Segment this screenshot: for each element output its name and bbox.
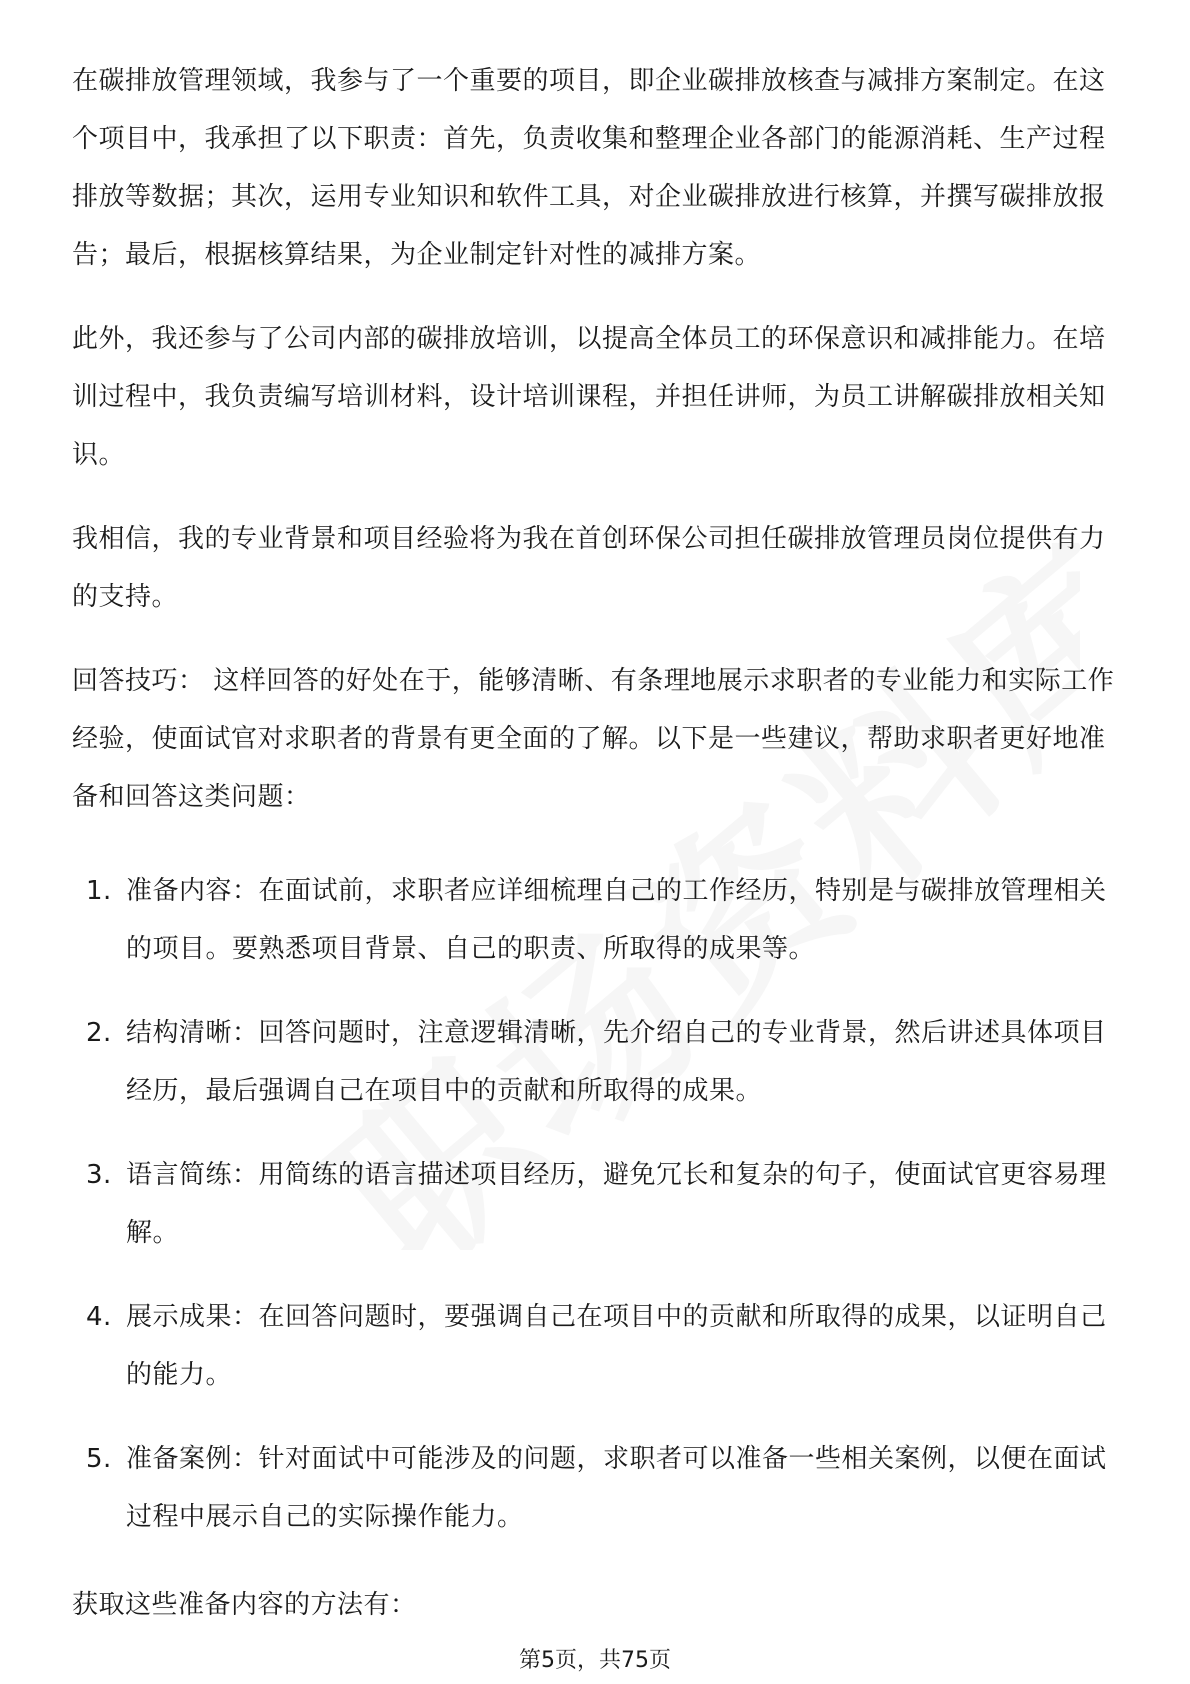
paragraph-project-experience: 在碳排放管理领域，我参与了一个重要的项目，即企业碳排放核查与减排方案制定。在这个项目中，我承担了以下职责：首先，负责收集和整理企业各部门的能源消耗、生产过程排放等数据；其次，运用专业知识和软件工具，对企业碳排放进行核算，并撰写碳排放报告；最后，根据核算结果，为企业制定针对性的减排方案。 (72, 66, 1106, 270)
list-number: 2. (86, 1018, 112, 1048)
list-number: 3. (86, 1160, 112, 1190)
list-text: 准备案例：针对面试中可能涉及的问题，求职者可以准备一些相关案例，以便在面试过程中展示自己的实际操作能力。 (126, 1444, 1107, 1532)
list-text: 语言简练：用简练的语言描述项目经历，避免冗长和复杂的句子，使面试官更容易理解。 (126, 1160, 1107, 1248)
paragraph-answer-tips: 回答技巧： 这样回答的好处在于，能够清晰、有条理地展示求职者的专业能力和实际工作经验，使面试官对求职者的背景有更全面的了解。以下是一些建议，帮助求职者更好地准备和回答这类问题： (72, 666, 1115, 812)
list-item (72, 1004, 1122, 1120)
list-text: 准备内容：在面试前，求职者应详细梳理自己的工作经历，特别是与碳排放管理相关的项目。要熟悉项目背景、自己的职责、所取得的成果等。 (126, 876, 1107, 964)
closing-line: 获取这些准备内容的方法有： (72, 1590, 417, 1620)
list-item (72, 862, 1122, 978)
list-item (72, 1430, 1122, 1546)
list-text: 结构清晰：回答问题时，注意逻辑清晰，先介绍自己的专业背景，然后讲述具体项目经历，最后强调自己在项目中的贡献和所取得的成果。 (126, 1018, 1107, 1106)
document-body (72, 52, 1122, 1634)
list-item (72, 1288, 1122, 1404)
list-number: 5. (86, 1444, 112, 1474)
paragraph-conclusion: 我相信，我的专业背景和项目经验将为我在首创环保公司担任碳排放管理员岗位提供有力的支持。 (72, 524, 1106, 612)
tips-list (72, 862, 1122, 1546)
list-number: 1. (86, 876, 112, 906)
list-number: 4. (86, 1302, 112, 1332)
list-text: 展示成果：在回答问题时，要强调自己在项目中的贡献和所取得的成果，以证明自己的能力。 (126, 1302, 1107, 1390)
page-number-footer: 第5页，共75页 (519, 1648, 671, 1673)
list-item (72, 1146, 1122, 1262)
paragraph-training: 此外，我还参与了公司内部的碳排放培训，以提高全体员工的环保意识和减排能力。在培训过程中，我负责编写培训材料，设计培训课程，并担任讲师，为员工讲解碳排放相关知识。 (72, 324, 1106, 470)
